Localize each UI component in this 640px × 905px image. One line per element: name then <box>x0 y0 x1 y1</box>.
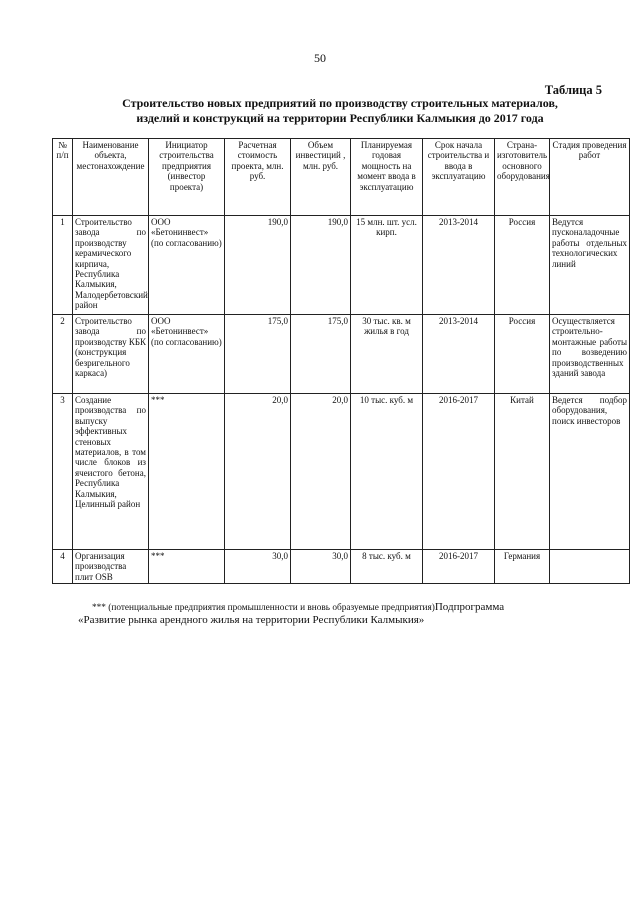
cell-stage: Ведется подбор оборудования, поиск инвесторов <box>550 394 630 550</box>
cell-term: 2016-2017 <box>423 550 495 584</box>
cell-term: 2013-2014 <box>423 216 495 315</box>
cell-capacity: 8 тыс. куб. м <box>351 550 423 584</box>
subprogram-title: «Развитие рынка арендного жилья на территории Республики Калмыкия» <box>78 614 425 626</box>
cell-name: Строительство завода по производству КБК (конструкция безригельного каркаса) <box>73 315 149 394</box>
col-header-invest: Объем инвестиций , млн. руб. <box>291 139 351 216</box>
table-row <box>53 550 630 584</box>
table-row <box>53 394 630 550</box>
subprogram-heading: Подпрограмма <box>434 601 505 613</box>
cell-initiator: *** <box>149 394 225 550</box>
table-row <box>53 216 630 315</box>
cell-name: Создание производства по выпуску эффективных стеновых материалов, в том числе блоков из ячеистого бетона, Республика Калмыкия, Целинный район <box>73 394 149 550</box>
footnote <box>92 601 504 614</box>
title-line-1: Строительство новых предприятий по производству строительных материалов, <box>122 96 558 110</box>
cell-cost: 30,0 <box>225 550 291 584</box>
cell-invest: 190,0 <box>291 216 351 315</box>
cell-stage: Осуществляется строительно-монтажные работы по возведению производственных зданий завода <box>550 315 630 394</box>
cell-country: Германия <box>495 550 550 584</box>
cell-capacity: 30 тыс. кв. м жилья в год <box>351 315 423 394</box>
table-title <box>60 96 620 126</box>
footnote-text: *** (потенциальные предприятия промышленности и вновь образуемые предприятия) <box>92 603 435 613</box>
page-number: 50 <box>314 51 326 65</box>
col-header-num: № п/п <box>53 139 73 216</box>
cell-name: Организация производства плит OSB <box>73 550 149 584</box>
cell-num: 1 <box>53 216 73 315</box>
cell-initiator: ООО «Бетонинвест» (по согласованию) <box>149 216 225 315</box>
cell-term: 2013-2014 <box>423 315 495 394</box>
cell-capacity: 10 тыс. куб. м <box>351 394 423 550</box>
table-label: Таблица 5 <box>544 83 602 97</box>
col-header-capacity: Планируемая годовая мощность на момент ввода в эксплуатацию <box>351 139 423 216</box>
cell-stage <box>550 550 630 584</box>
cell-country: Китай <box>495 394 550 550</box>
cell-capacity: 15 млн. шт. усл. кирп. <box>351 216 423 315</box>
cell-cost: 175,0 <box>225 315 291 394</box>
col-header-cost: Расчетная стоимость проекта, млн. руб. <box>225 139 291 216</box>
cell-initiator: ООО «Бетонинвест» (по согласованию) <box>149 315 225 394</box>
cell-invest: 175,0 <box>291 315 351 394</box>
col-header-country: Страна-изготовитель основного оборудования <box>495 139 550 216</box>
cell-num: 3 <box>53 394 73 550</box>
cell-cost: 190,0 <box>225 216 291 315</box>
cell-initiator: *** <box>149 550 225 584</box>
cell-stage: Ведутся пусконаладочные работы отдельных технологических линий <box>550 216 630 315</box>
cell-term: 2016-2017 <box>423 394 495 550</box>
cell-cost: 20,0 <box>225 394 291 550</box>
cell-name: Строительство завода по производству керамического кирпича, Республика Калмыкия, Малодербетовский район <box>73 216 149 315</box>
cell-invest: 20,0 <box>291 394 351 550</box>
cell-country: Россия <box>495 216 550 315</box>
col-header-term: Срок начала строительства и ввода в эксплуатацию <box>423 139 495 216</box>
table-row <box>53 315 630 394</box>
table-header-row <box>53 139 630 216</box>
col-header-initiator: Инициатор строительства предприятия (инвестор проекта) <box>149 139 225 216</box>
construction-table <box>52 138 630 584</box>
cell-country: Россия <box>495 315 550 394</box>
cell-invest: 30,0 <box>291 550 351 584</box>
col-header-name: Наименование объекта, местонахождение <box>73 139 149 216</box>
cell-num: 2 <box>53 315 73 394</box>
cell-num: 4 <box>53 550 73 584</box>
title-line-2: изделий и конструкций на территории Республики Калмыкия до 2017 года <box>136 111 544 125</box>
col-header-stage: Стадия проведения работ <box>550 139 630 216</box>
